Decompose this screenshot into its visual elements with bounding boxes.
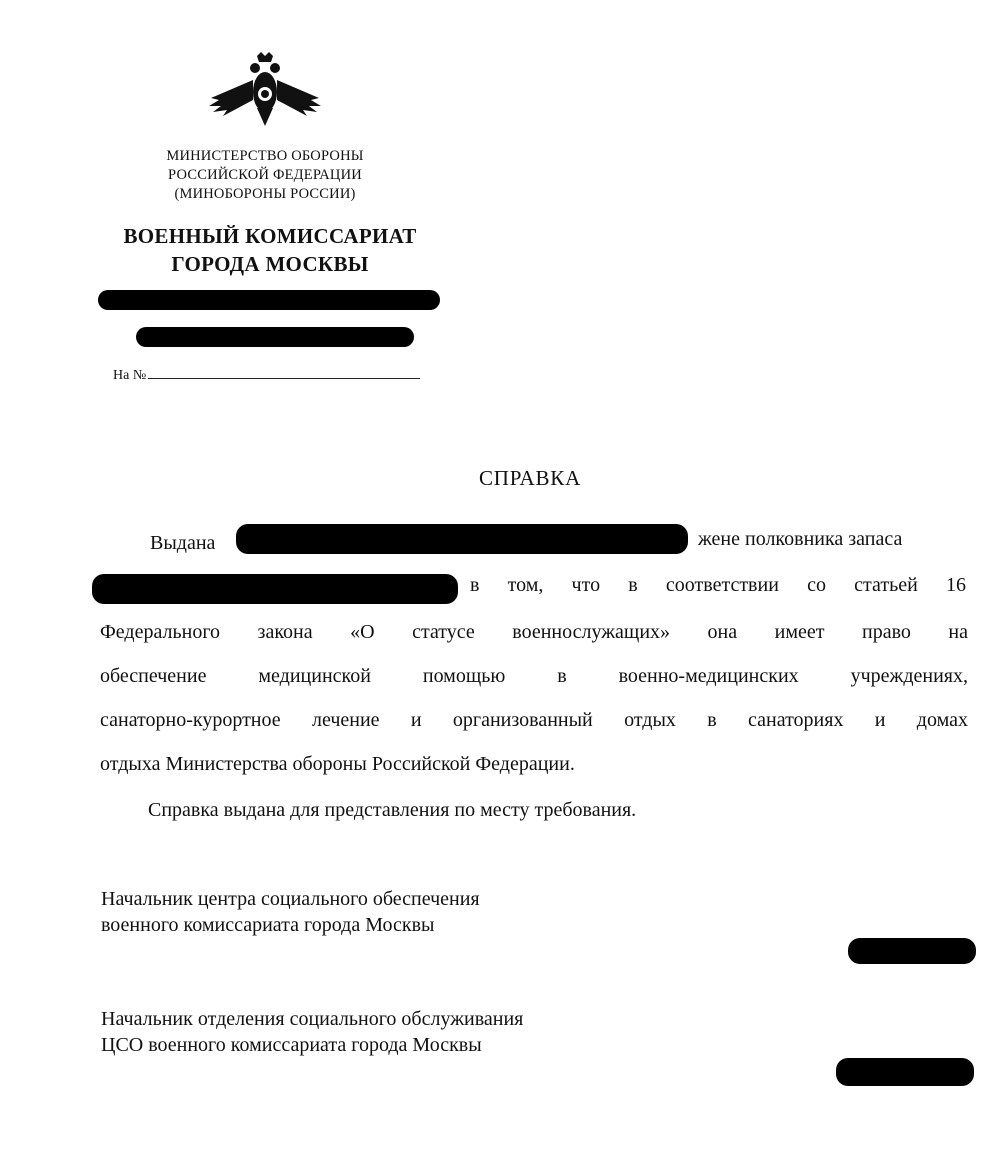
signature-block-2-title	[101, 1006, 523, 1058]
redacted-officer-name	[92, 574, 458, 604]
redacted-address-line	[98, 290, 440, 310]
body-line-5: санаторно-курортное лечение и организованный отдых в санаториях и домах	[100, 709, 968, 731]
document-title: СПРАВКА	[478, 466, 582, 490]
commissariat-header	[95, 222, 445, 278]
commissariat-line: ВОЕННЫЙ КОМИССАРИАТ	[123, 224, 417, 248]
double-headed-eagle-emblem-icon	[205, 50, 325, 130]
ministry-line: РОССИЙСКОЙ ФЕДЕРАЦИИ	[168, 167, 362, 183]
signature-title-line: военного комиссариата города Москвы	[101, 914, 435, 936]
commissariat-line: ГОРОДА МОСКВЫ	[171, 252, 369, 276]
body-line-4: обеспечение медицинской помощью в военно-медицинских учреждениях,	[100, 665, 968, 687]
reference-blank-line	[148, 378, 420, 379]
signature-block-1-title	[101, 886, 480, 938]
redacted-date-line	[136, 327, 414, 347]
body-line-1-end: жене полковника запаса	[698, 528, 903, 550]
signature-title-line: Начальник центра социального обеспечения	[101, 888, 480, 910]
body-line-1-start: Выдана	[150, 532, 216, 554]
signature-title-line: Начальник отделения социального обслуживания	[101, 1008, 524, 1030]
signature-title-line: ЦСО военного комиссариата города Москвы	[101, 1034, 482, 1056]
body-line-2-end: в том, что в соответствии со статьей 16	[470, 574, 966, 596]
ministry-header	[100, 147, 430, 204]
redacted-signature-2	[836, 1058, 974, 1086]
closing-line: Справка выдана для представления по месту требования.	[148, 799, 637, 821]
reference-number-line	[113, 368, 420, 384]
reference-label: На №	[113, 368, 147, 383]
redacted-signature-1	[848, 938, 976, 964]
body-line-6: отдыха Министерства обороны Российской Федерации.	[100, 753, 575, 775]
redacted-recipient-name	[236, 524, 688, 554]
body-line-3: Федерального закона «О статусе военнослужащих» она имеет право на	[100, 621, 968, 643]
ministry-line: МИНИСТЕРСТВО ОБОРОНЫ	[166, 148, 364, 164]
ministry-line: (МИНОБОРОНЫ РОССИИ)	[174, 186, 356, 202]
